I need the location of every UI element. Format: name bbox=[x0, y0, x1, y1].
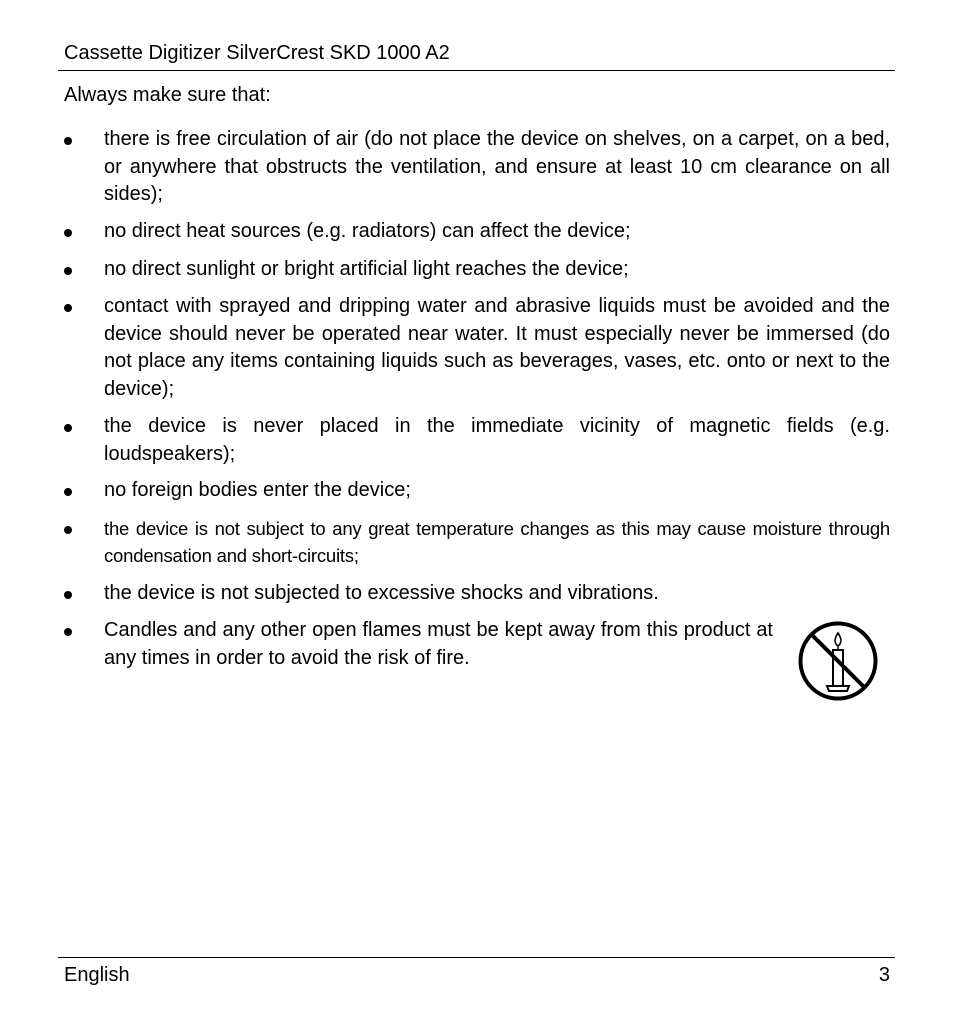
bullet-dot-icon bbox=[64, 304, 72, 312]
bullet-dot-icon bbox=[64, 591, 72, 599]
list-item-text: the device is not subject to any great temperature changes as this may cause moisture through condensation and short-circuits; bbox=[104, 518, 890, 566]
list-item-text: the device is not subjected to excessive shocks and vibrations. bbox=[104, 582, 659, 604]
list-item-text: Candles and any other open flames must be kept away from this product at any times in order to avoid the risk of fire. bbox=[104, 619, 773, 669]
page-number: 3 bbox=[878, 964, 890, 986]
header-divider bbox=[58, 70, 895, 71]
list-item-text: the device is never placed in the immediate vicinity of magnetic fields (e.g. loudspeakers); bbox=[104, 415, 890, 465]
no-open-flame-icon bbox=[797, 620, 879, 702]
document-header-title: Cassette Digitizer SilverCrest SKD 1000 A2 bbox=[64, 42, 450, 64]
bullet-dot-icon bbox=[64, 526, 72, 534]
list-item-text: no foreign bodies enter the device; bbox=[104, 479, 411, 501]
list-item-text: contact with sprayed and dripping water and abrasive liquids must be avoided and the device should never be operated near water. It must especially never be immersed (do not place any items containing liquids such as beverages, vases, etc. onto or next to the device); bbox=[104, 295, 890, 400]
list-item-text: no direct sunlight or bright artificial light reaches the device; bbox=[104, 258, 629, 280]
bullet-dot-icon bbox=[64, 229, 72, 237]
intro-text: Always make sure that: bbox=[64, 84, 271, 106]
list-item-text: there is free circulation of air (do not place the device on shelves, on a carpet, on a bed, or anywhere that obstructs the ventilation, and ensure at least 10 cm clearance on all sides); bbox=[104, 128, 890, 205]
bullet-dot-icon bbox=[64, 488, 72, 496]
bullet-dot-icon bbox=[64, 424, 72, 432]
bullet-dot-icon bbox=[64, 628, 72, 636]
list-item-text: no direct heat sources (e.g. radiators) can affect the device; bbox=[104, 220, 631, 242]
bullet-dot-icon bbox=[64, 267, 72, 275]
footer-language: English bbox=[64, 964, 130, 986]
footer-divider bbox=[58, 957, 895, 958]
bullet-dot-icon bbox=[64, 137, 72, 145]
